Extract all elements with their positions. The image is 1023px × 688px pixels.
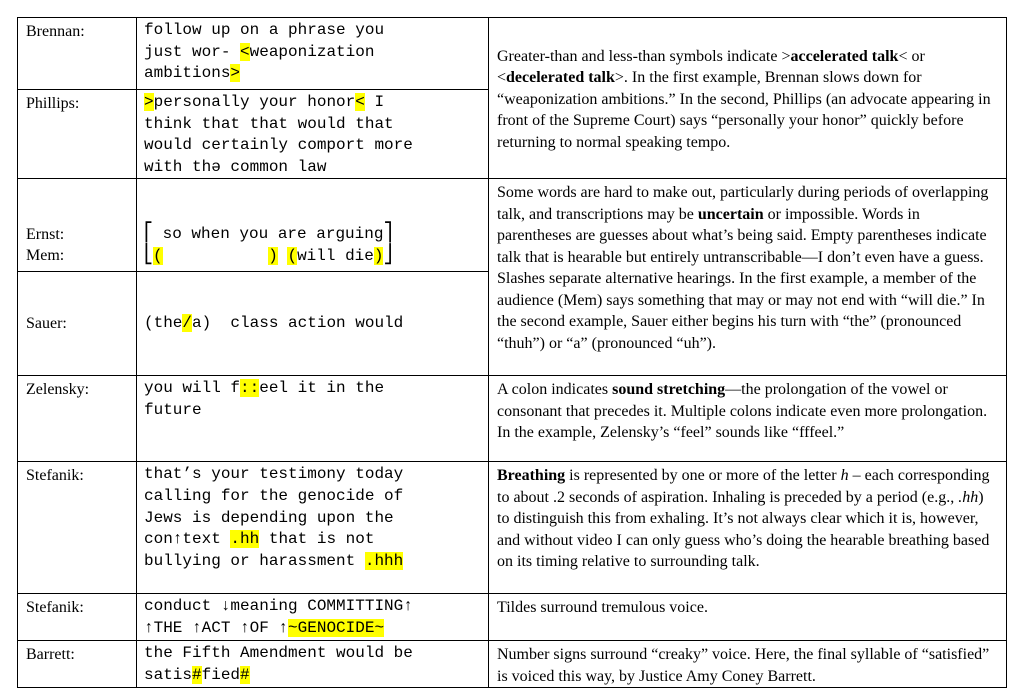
transcript-text: personally your honor [153, 93, 356, 111]
speaker-cell [18, 272, 137, 376]
table-row [18, 179, 1007, 272]
speaker-cell [18, 641, 137, 688]
symbol-hash: # [192, 665, 202, 684]
explanation-text: is represented by one or more of the letter [565, 467, 841, 485]
explanation-italic: h [840, 467, 849, 485]
symbol-inhale: .hh [230, 530, 260, 549]
symbol-paren-close: ) [268, 246, 278, 265]
table-row [18, 594, 1007, 641]
transcript-text: con↑text [144, 530, 231, 549]
transcript-line: that’s your testimony today [144, 465, 404, 484]
transcript-cell [137, 179, 489, 272]
table-row [18, 18, 1007, 90]
symbol-greater-than: > [230, 64, 241, 83]
transcript-cell [137, 90, 489, 179]
transcript-cell [137, 376, 489, 462]
table-row [18, 641, 1007, 688]
symbol-paren-open: ( [153, 246, 163, 265]
symbol-tildes: ~GENOCIDE~ [288, 618, 385, 637]
transcript-line: would certainly comport more [144, 136, 413, 155]
transcript-text: satis [144, 665, 193, 684]
transcript-line: the Fifth Amendment would be [144, 644, 413, 663]
explanation-cell [489, 462, 1007, 594]
speaker-name: Stefanik: [26, 599, 84, 617]
overlap-bracket-open-bottom: ⎣ [144, 243, 153, 265]
speaker-cell [18, 376, 137, 462]
explanation-text: —the prolongation of the vowel or consonant that precedes it. Multiple colons indicate even more prolongation. In the example, Zelensky’s “feel” sounds like “fffeel.” [497, 381, 988, 442]
transcript-text: so when you are arguing [162, 225, 384, 244]
transcript-line: Jews is depending upon the [144, 508, 394, 527]
transcript-cell [137, 641, 489, 688]
transcript-line: follow up on a phrase you [144, 21, 385, 39]
transcript-line: future [144, 400, 202, 419]
explanation-cell [489, 179, 1007, 376]
explanation-cell [489, 376, 1007, 462]
symbol-slash: / [182, 314, 193, 333]
explanation-text: >. In the first example, Brennan slows down for “weaponization ambitions.” In the second, Phillips (an advocate appearing in front of the Supreme Court) says “personally your honor” quickly before returning to normal speaking tempo. [497, 69, 991, 151]
speaker-name: Stefanik: [26, 467, 84, 485]
symbol-inhale: .hhh [364, 551, 404, 570]
transcript-line: conduct ↓meaning COMMITTING↑ [144, 597, 413, 616]
overlap-bracket-close-top: ⎤ [383, 222, 393, 244]
table-row [18, 462, 1007, 594]
symbol-hash: # [240, 665, 250, 684]
transcript-line: with thə common law [144, 157, 327, 176]
transcript-text: that is not [259, 530, 375, 549]
explanation-cell [489, 18, 1007, 179]
speaker-cell [18, 18, 137, 90]
speaker-name: Brennan: [26, 23, 85, 40]
explanation-cell [489, 641, 1007, 688]
speaker-name: Ernst: [26, 226, 65, 244]
overlap-bracket-open-top: ⎡ [144, 222, 153, 244]
speaker-cell [18, 90, 137, 179]
explanation-text: Number signs surround “creaky” voice. Here, the final syllable of “satisfied” is voiced this way, by Justice Amy Coney Barrett. [497, 646, 990, 685]
speaker-cell [18, 594, 137, 641]
transcript-text: bullying or harassment [144, 551, 365, 570]
explanation-text: Greater-than and less-than symbols indicate > [497, 47, 791, 65]
symbol-greater-than: > [144, 93, 154, 111]
speaker-cell [18, 462, 137, 594]
transcript-text: just wor- [144, 42, 241, 61]
explanation-cell [489, 594, 1007, 641]
transcript-cell [137, 594, 489, 641]
speaker-name: Barrett: [26, 646, 75, 664]
symbol-less-than: < [355, 93, 365, 111]
explanation-text: or impossible. Words in parentheses are guesses about what’s being said. Empty parentheses indicate talk that is hearable but entirely untranscribable—I don’t even have a guess. Slashes separate alternative hearings. In the first example, a member of the audience (Mem) says something that may or may not end with “will die.” In the second example, Sauer either begins his turn with “the” (pronounced “thuh”) or “a” (pronounced “uh”). [497, 205, 987, 352]
explanation-term: accelerated talk [790, 47, 899, 65]
transcript-text: weaponization [249, 42, 375, 61]
symbol-paren-close: ) [373, 246, 384, 265]
transcript-line: think that that would that [144, 114, 394, 133]
transcript-cell [137, 272, 489, 376]
speaker-name: Sauer: [26, 315, 67, 333]
transcript-cell [137, 18, 489, 90]
speaker-name: Zelensky: [26, 381, 90, 399]
symbol-less-than: < [240, 42, 250, 61]
symbol-paren-open: ( [287, 246, 298, 265]
transcript-text: fied [201, 665, 241, 684]
transcript-line: calling for the genocide of [144, 486, 404, 505]
table-row [18, 376, 1007, 462]
transcript-text: I [364, 93, 385, 111]
explanation-term: decelerated talk [506, 69, 615, 87]
transcript-text: a) class action would [192, 314, 404, 333]
explanation-text: ) to distinguish this from exhaling. It’s not always clear which it is, however, and without video I can only guess who’s doing the hearable breathing based on its timing relative to surrounding talk. [497, 488, 990, 571]
transcript-text: ↑THE ↑ACT ↑OF ↑ [144, 618, 289, 637]
explanation-term: sound stretching [612, 381, 726, 399]
transcript-text: (the [144, 314, 183, 333]
transcript-text: eel it in the [259, 379, 385, 398]
speaker-name: Phillips: [26, 95, 80, 112]
explanation-text: Some words are hard to make out, particularly during periods of overlapping talk, and transcriptions may be [497, 184, 989, 223]
symbol-colons: :: [240, 379, 260, 398]
explanation-text: A colon indicates [497, 381, 613, 399]
explanation-text: < or < [497, 47, 925, 87]
transcript-text: will die [297, 246, 374, 265]
transcript-cell [137, 462, 489, 594]
explanation-term: uncertain [697, 205, 764, 223]
transcript-text: ambitions [144, 64, 231, 83]
speaker-cell [18, 179, 137, 272]
speaker-name: Mem: [26, 247, 65, 265]
explanation-italic: .hh [958, 488, 979, 506]
transcription-conventions-table [17, 17, 1007, 688]
explanation-text: – each corresponding to about .2 seconds of aspiration. Inhaling is preceded by a period (e.g., [497, 467, 990, 506]
transcript-text: you will f [144, 379, 241, 398]
overlap-bracket-close-bottom: ⎦ [383, 243, 393, 265]
explanation-text: Tildes surround tremulous voice. [497, 599, 708, 617]
explanation-term: Breathing [497, 467, 566, 485]
